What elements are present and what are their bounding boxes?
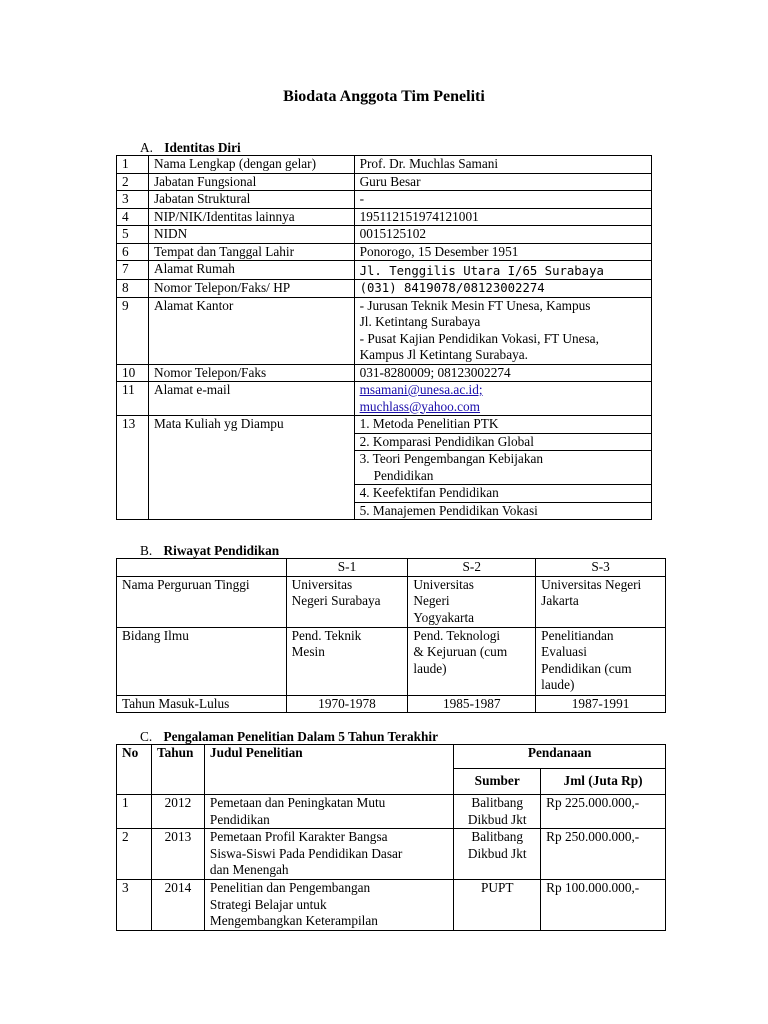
table-row — [117, 795, 666, 829]
header-jml: Jml (Juta Rp) — [541, 769, 666, 795]
section-c-heading — [140, 729, 438, 745]
source-line: Dikbud Jkt — [467, 811, 527, 827]
row-label: Alamat Rumah — [148, 261, 354, 280]
source-line: PUPT — [480, 880, 514, 895]
row-value: 195112151974121001 — [354, 208, 651, 226]
row-label: Mata Kuliah yg Diampu — [148, 416, 354, 520]
row-value: Guru Besar — [354, 173, 651, 191]
cell-line: Negeri — [413, 593, 450, 608]
cell-s1 — [286, 627, 408, 695]
table-row — [117, 695, 666, 713]
title-line: Mengembangkan Keterampilan — [209, 913, 378, 928]
title-line: Siswa-Siswi Pada Pendidikan Dasar — [209, 845, 403, 861]
table-row — [117, 364, 652, 382]
identity-table — [116, 155, 652, 520]
header-pendanaan: Pendanaan — [454, 745, 666, 769]
row-number: 10 — [117, 364, 149, 382]
section-a-heading — [140, 140, 241, 156]
row-label: Nomor Telepon/Faks — [148, 364, 354, 382]
cell-line: Jakarta — [541, 593, 579, 608]
row-number: 5 — [117, 226, 149, 244]
row-label: Tempat dan Tanggal Lahir — [148, 243, 354, 261]
row-value: - — [354, 191, 651, 209]
header-no: No — [117, 745, 152, 795]
row-number: 1 — [117, 156, 149, 174]
section-a-letter: A. — [140, 140, 153, 155]
section-b-letter: B. — [140, 543, 153, 558]
table-row — [117, 191, 652, 209]
row-amount: Rp 250.000.000,- — [541, 829, 666, 880]
row-label: Jabatan Struktural — [148, 191, 354, 209]
value-line: Jl. Ketintang Surabaya — [359, 314, 481, 329]
row-number: 6 — [117, 243, 149, 261]
table-row — [117, 382, 652, 416]
table-row — [117, 173, 652, 191]
cell-line: Pend. Teknologi — [413, 627, 501, 643]
row-number: 13 — [117, 416, 149, 520]
cell-line: Negeri Surabaya — [291, 593, 381, 608]
cell-line: Pend. Teknik — [291, 627, 362, 643]
title-line: Pemetaan dan Peningkatan Mutu — [209, 795, 386, 810]
title-line: Pendidikan — [209, 811, 270, 827]
education-table — [116, 558, 666, 713]
table-row — [117, 280, 652, 298]
cell-line: Penelitiandan — [541, 627, 614, 643]
row-source — [454, 880, 541, 931]
source-line: Balitbang — [471, 795, 524, 810]
cell-s2 — [408, 576, 536, 627]
cell-s2: 1985-1987 — [408, 695, 536, 713]
cell-line: Mesin — [291, 644, 325, 659]
table-row — [117, 829, 666, 880]
row-label: Nama Lengkap (dengan gelar) — [148, 156, 354, 174]
row-year: 2014 — [151, 880, 204, 931]
cell-line: Universitas — [291, 576, 353, 592]
row-number: 1 — [117, 795, 152, 829]
courses-cell — [354, 416, 651, 520]
title-line: dan Menengah — [209, 862, 289, 877]
document-title: Biodata Anggota Tim Peneliti — [283, 88, 485, 105]
course-item: 2. Komparasi Pendidikan Global — [355, 433, 651, 451]
table-header-row — [117, 745, 666, 769]
row-source — [454, 829, 541, 880]
row-value: 031-8280009; 08123002274 — [354, 364, 651, 382]
cell-line: Universitas Negeri — [541, 576, 642, 592]
row-number: 2 — [117, 829, 152, 880]
value-line: - Pusat Kajian Pendidikan Vokasi, FT Unesa, — [359, 330, 599, 346]
row-value — [354, 382, 651, 416]
row-value-cell — [354, 261, 651, 280]
course-item: 4. Keefektifan Pendidikan — [355, 485, 651, 503]
row-label: Alamat e-mail — [148, 382, 354, 416]
section-b-title: Riwayat Pendidikan — [163, 543, 280, 558]
cell-line: Yogyakarta — [413, 609, 475, 625]
header-s1: S-1 — [286, 559, 408, 577]
table-row — [117, 243, 652, 261]
cell-s1 — [286, 576, 408, 627]
value-line: - Jurusan Teknik Mesin FT Unesa, Kampus — [359, 297, 591, 313]
row-year: 2012 — [151, 795, 204, 829]
cell-s3: 1987-1991 — [536, 695, 666, 713]
cell-line: Evaluasi — [541, 644, 587, 659]
courses-table — [355, 416, 651, 519]
email-link-unesa[interactable]: msamani@unesa.ac.id; — [359, 382, 483, 397]
row-number: 11 — [117, 382, 149, 416]
cell-line: laude) — [541, 677, 575, 692]
row-label: Bidang Ilmu — [117, 627, 287, 695]
header-s3: S-3 — [536, 559, 666, 577]
table-row — [117, 156, 652, 174]
value-line: Kampus Jl Ketintang Surabaya. — [359, 347, 528, 362]
course-item: 1. Metoda Penelitian PTK — [355, 416, 651, 433]
row-amount: Rp 100.000.000,- — [541, 880, 666, 931]
research-table — [116, 744, 666, 931]
row-number: 3 — [117, 880, 152, 931]
row-title — [204, 880, 453, 931]
title-line: Pemetaan Profil Karakter Bangsa — [209, 829, 388, 844]
table-row — [117, 416, 652, 520]
source-line: Balitbang — [471, 829, 524, 844]
section-c-title: Pengalaman Penelitian Dalam 5 Tahun Terakhir — [163, 729, 439, 744]
section-c-letter: C. — [140, 729, 153, 744]
header-judul: Judul Penelitian — [204, 745, 453, 795]
table-row — [117, 880, 666, 931]
row-value — [354, 297, 651, 364]
course-item-line: Pendidikan — [373, 467, 434, 483]
row-label: NIDN — [148, 226, 354, 244]
row-label: Jabatan Fungsional — [148, 173, 354, 191]
table-header-row — [117, 559, 666, 577]
row-number: 8 — [117, 280, 149, 298]
row-label: Nomor Telepon/Faks/ HP — [148, 280, 354, 298]
header-tahun: Tahun — [151, 745, 204, 795]
table-row — [117, 297, 652, 364]
row-value-cell — [354, 280, 651, 298]
row-value: (031) 8419078/08123002274 — [359, 281, 545, 295]
section-a-title: Identitas Diri — [164, 140, 241, 155]
title-line: Strategi Belajar untuk — [209, 896, 327, 912]
cell-line: Universitas — [413, 576, 474, 592]
cell-s3 — [536, 576, 666, 627]
row-amount: Rp 225.000.000,- — [541, 795, 666, 829]
row-source — [454, 795, 541, 829]
title-line: Penelitian dan Pengembangan — [209, 880, 371, 895]
table-row — [117, 208, 652, 226]
row-value: Ponorogo, 15 Desember 1951 — [354, 243, 651, 261]
table-row — [117, 627, 666, 695]
row-value: 0015125102 — [354, 226, 651, 244]
cell-line: Pendidikan (cum — [541, 660, 632, 676]
row-number: 3 — [117, 191, 149, 209]
header-empty — [117, 559, 287, 577]
cell-s2 — [408, 627, 536, 695]
email-link-yahoo[interactable]: muchlass@yahoo.com — [359, 398, 481, 414]
table-row — [117, 576, 666, 627]
section-b-heading — [140, 543, 279, 559]
course-item: 5. Manajemen Pendidikan Vokasi — [359, 502, 538, 518]
row-label: NIP/NIK/Identitas lainnya — [148, 208, 354, 226]
row-label: Tahun Masuk-Lulus — [117, 695, 287, 713]
header-s2: S-2 — [408, 559, 536, 577]
row-label: Nama Perguruan Tinggi — [117, 576, 287, 627]
cell-line: laude) — [413, 660, 447, 676]
course-item-line: 3. Teori Pengembangan Kebijakan — [359, 451, 544, 466]
row-value: Prof. Dr. Muchlas Samani — [354, 156, 651, 174]
cell-s1: 1970-1978 — [286, 695, 408, 713]
row-title — [204, 829, 453, 880]
row-number: 4 — [117, 208, 149, 226]
row-number: 9 — [117, 297, 149, 364]
table-row — [117, 261, 652, 280]
row-label: Alamat Kantor — [148, 297, 354, 364]
row-number: 2 — [117, 173, 149, 191]
header-sumber: Sumber — [454, 769, 541, 795]
cell-line: & Kejuruan (cum — [413, 644, 508, 659]
course-item — [355, 451, 651, 485]
cell-s3 — [536, 627, 666, 695]
row-year: 2013 — [151, 829, 204, 880]
source-line: Dikbud Jkt — [467, 845, 527, 861]
row-value: Jl. Tenggilis Utara I/65 Surabaya — [359, 263, 604, 278]
table-row — [117, 226, 652, 244]
row-number: 7 — [117, 261, 149, 280]
row-title — [204, 795, 453, 829]
